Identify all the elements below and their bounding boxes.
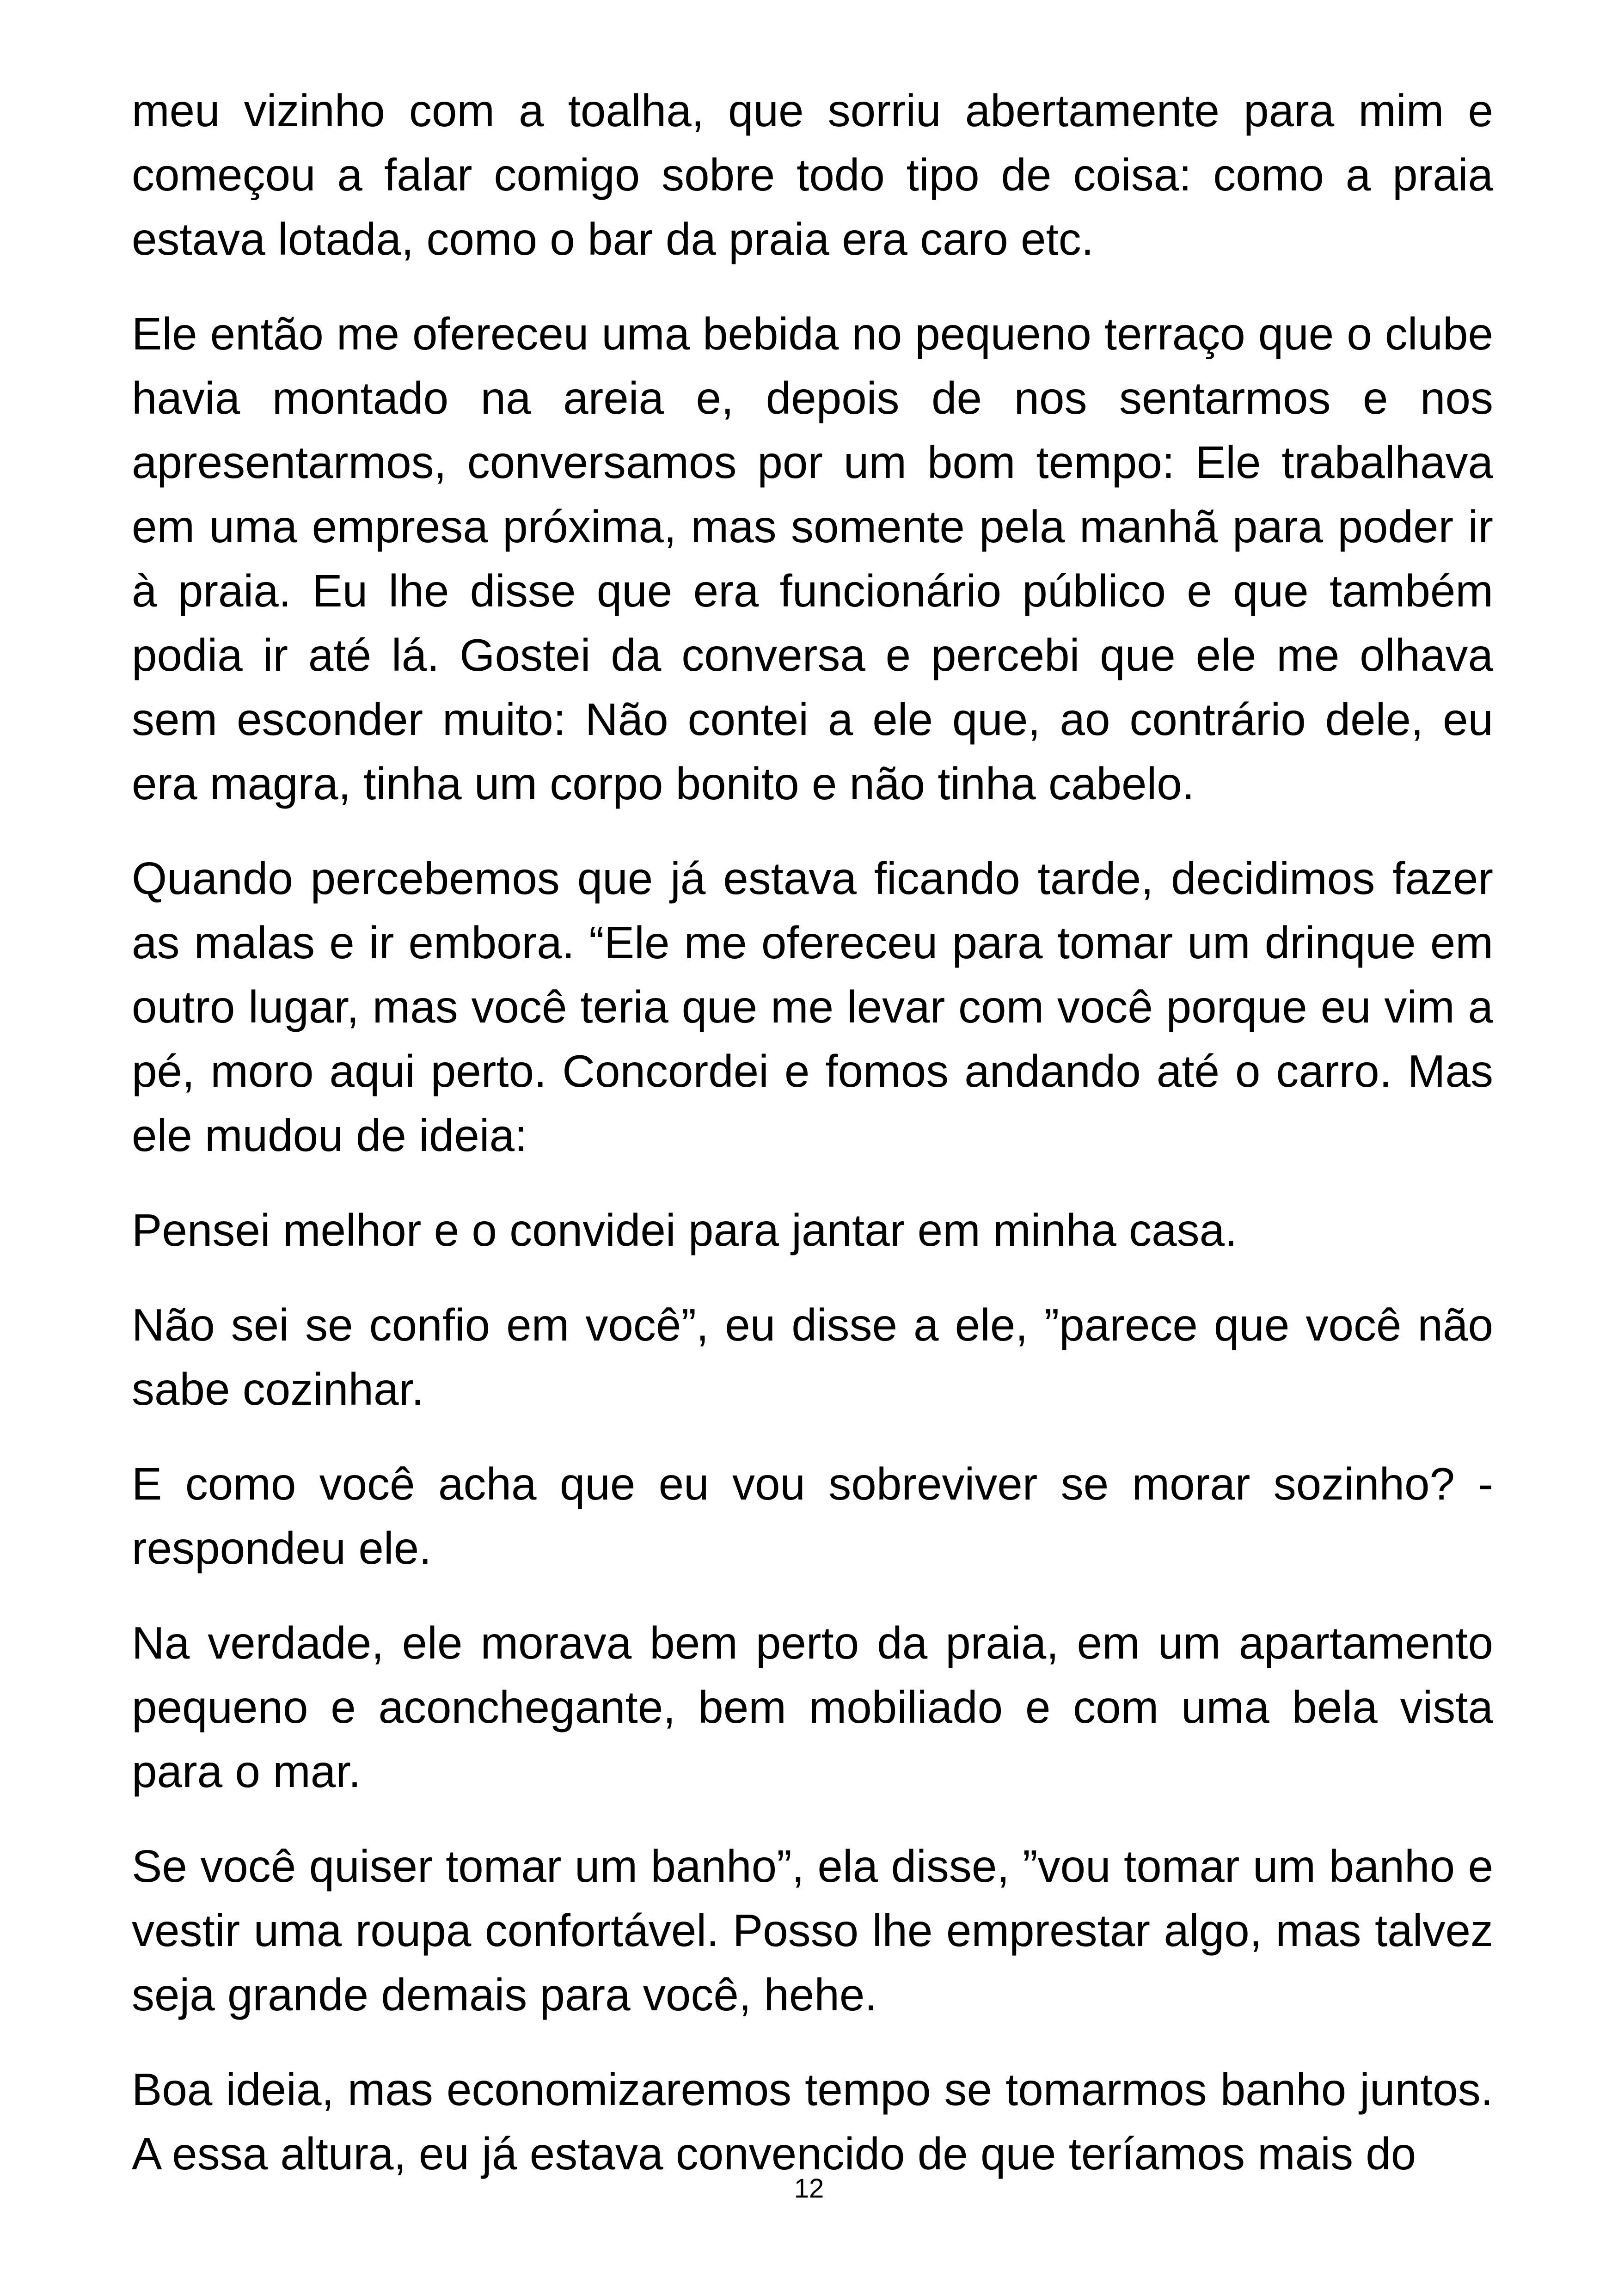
paragraph-3: Quando percebemos que já estava ficando tarde, decidimos fazer as malas e ir embora. “Ele me ofereceu para tomar um drinque em outro lugar, mas você teria que me levar com você porque eu vim a pé, moro aqui perto. Concordei e fomos andando até o carro. Mas ele mudou de ideia: bbox=[132, 853, 1493, 1161]
paragraph-2: Ele então me ofereceu uma bebida no pequeno terraço que o clube havia montado na areia e, depois de nos sentarmos e nos apresentarmos, conversamos por um bom tempo: Ele trabalhava em uma empresa próxima, mas somente pela manhã para poder ir à praia. Eu lhe disse que era funcionário público e que também podia ir até lá. Gostei da conversa e percebi que ele me olhava sem esconder muito: Não contei a ele que, ao contrário dele, eu era magra, tinha um corpo bonito e não tinha cabelo. bbox=[132, 308, 1493, 809]
paragraph-9: Boa ideia, mas economizaremos tempo se tomarmos banho juntos. A essa altura, eu já estava convencido de que teríamos mais do bbox=[132, 2064, 1493, 2179]
paragraph-5: Não sei se confio em você”, eu disse a ele, ”parece que você não sabe cozinhar. bbox=[132, 1299, 1493, 1414]
body-text bbox=[132, 79, 1493, 2186]
paragraph-4: Pensei melhor e o convidei para jantar em minha casa. bbox=[132, 1205, 1238, 1255]
paragraph-7: Na verdade, ele morava bem perto da praia, em um apartamento pequeno e aconchegante, bem mobiliado e com uma bela vista para o mar. bbox=[132, 1617, 1493, 1797]
page-number: 12 bbox=[794, 2174, 824, 2204]
paragraph-8: Se você quiser tomar um banho”, ela disse, ”vou tomar um banho e vestir uma roupa confortável. Posso lhe emprestar algo, mas talvez seja grande demais para você, hehe. bbox=[132, 1841, 1493, 2020]
paragraph-6: E como você acha que eu vou sobreviver se morar sozinho? - respondeu ele. bbox=[132, 1458, 1493, 1574]
paragraph-1: meu vizinho com a toalha, que sorriu abertamente para mim e começou a falar comigo sobre todo tipo de coisa: como a praia estava lotada, como o bar da praia era caro etc. bbox=[132, 85, 1493, 264]
